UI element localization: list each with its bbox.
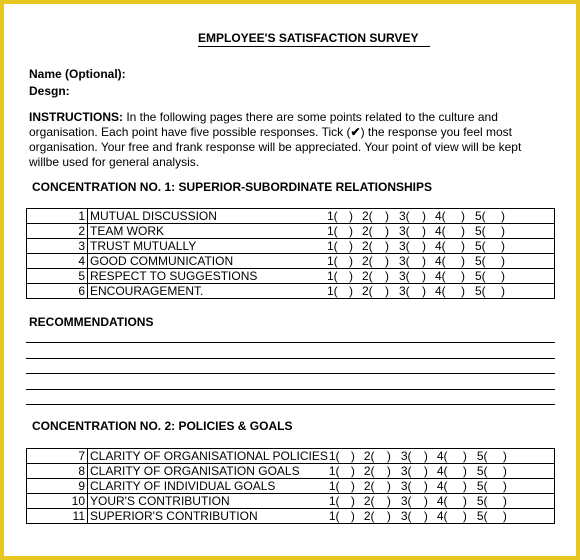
- response-option-5[interactable]: 5(: [476, 464, 488, 478]
- designation-field-label: Desgn:: [29, 84, 70, 98]
- response-option-2[interactable]: 2(: [362, 209, 373, 223]
- item-label: CLARITY OF ORGANISATION GOALS: [88, 464, 328, 479]
- response-option-close: ): [501, 209, 505, 223]
- response-option-close: ): [349, 269, 353, 283]
- item-number: 10: [27, 494, 88, 509]
- response-option-close: ): [349, 224, 353, 238]
- item-number: 11: [27, 509, 88, 524]
- response-option-5[interactable]: 5(: [475, 209, 486, 223]
- response-option-close: ): [349, 209, 353, 223]
- response-option-2[interactable]: 2(: [362, 239, 373, 253]
- response-option-close: ): [461, 284, 465, 298]
- response-option-2[interactable]: 2(: [363, 464, 375, 478]
- response-option-close: ): [386, 479, 391, 493]
- item-label: TRUST MUTUALLY: [88, 239, 327, 254]
- instructions-line2-pre: organisation. Each point have five possible responses. Tick (: [29, 125, 351, 139]
- survey-row: [27, 239, 555, 254]
- survey-row: [27, 449, 555, 464]
- item-number: 8: [27, 464, 88, 479]
- response-option-close: ): [462, 494, 467, 508]
- instructions-line3: organisation. Your free and frank response will be appreciated. Your point of view will be kept: [29, 140, 522, 154]
- response-option-4[interactable]: 4(: [436, 449, 448, 463]
- response-option-3[interactable]: 3(: [399, 224, 410, 238]
- response-option-1[interactable]: 1(: [327, 254, 338, 268]
- response-option-close: ): [462, 479, 467, 493]
- item-label: YOUR'S CONTRIBUTION: [88, 494, 328, 509]
- response-option-2[interactable]: 2(: [363, 449, 375, 463]
- response-option-4[interactable]: 4(: [436, 479, 448, 493]
- survey-row: [27, 209, 555, 224]
- response-option-close: ): [422, 284, 426, 298]
- instructions-block: [29, 110, 551, 170]
- response-option-close: ): [422, 254, 426, 268]
- item-number: 4: [27, 254, 88, 269]
- response-option-1[interactable]: 1(: [327, 224, 338, 238]
- item-label: CLARITY OF INDIVIDUAL GOALS: [88, 479, 328, 494]
- item-number: 6: [27, 284, 88, 299]
- response-option-5[interactable]: 5(: [475, 269, 486, 283]
- response-options: [328, 464, 555, 479]
- response-option-5[interactable]: 5(: [475, 224, 486, 238]
- response-option-close: ): [501, 224, 505, 238]
- response-option-close: ): [350, 479, 355, 493]
- response-option-2[interactable]: 2(: [362, 269, 373, 283]
- response-option-2[interactable]: 2(: [362, 254, 373, 268]
- section2-table: [26, 448, 555, 524]
- response-option-close: ): [462, 464, 467, 478]
- survey-row: [27, 509, 555, 524]
- item-number: 3: [27, 239, 88, 254]
- response-option-3[interactable]: 3(: [399, 209, 410, 223]
- response-option-3[interactable]: 3(: [400, 494, 412, 508]
- survey-row: [27, 284, 555, 299]
- response-option-5[interactable]: 5(: [476, 509, 488, 523]
- response-option-1[interactable]: 1(: [328, 464, 340, 478]
- survey-row: [27, 254, 555, 269]
- response-option-4[interactable]: 4(: [435, 269, 446, 283]
- response-option-4[interactable]: 4(: [435, 284, 446, 298]
- response-option-close: ): [349, 239, 353, 253]
- item-label: MUTUAL DISCUSSION: [88, 209, 327, 224]
- response-option-close: ): [385, 284, 389, 298]
- item-label: SUPERIOR'S CONTRIBUTION: [88, 509, 328, 524]
- response-option-close: ): [385, 254, 389, 268]
- response-option-4[interactable]: 4(: [435, 224, 446, 238]
- response-option-close: ): [386, 494, 391, 508]
- response-option-5[interactable]: 5(: [476, 449, 488, 463]
- response-option-close: ): [501, 239, 505, 253]
- survey-row: [27, 464, 555, 479]
- response-option-4[interactable]: 4(: [436, 494, 448, 508]
- response-option-3[interactable]: 3(: [400, 449, 412, 463]
- response-options: [326, 284, 555, 299]
- response-option-close: ): [385, 269, 389, 283]
- response-options: [326, 224, 555, 239]
- response-options: [326, 254, 555, 269]
- response-option-close: ): [501, 254, 505, 268]
- recommendations-heading: RECOMMENDATIONS: [29, 315, 154, 329]
- instructions-line4: willbe used for general analysis.: [29, 155, 200, 169]
- response-option-close: ): [502, 509, 507, 523]
- response-options: [326, 209, 555, 224]
- item-label: RESPECT TO SUGGESTIONS: [88, 269, 327, 284]
- response-option-1[interactable]: 1(: [328, 494, 340, 508]
- response-option-close: ): [350, 509, 355, 523]
- response-option-close: ): [386, 449, 391, 463]
- recommendation-line[interactable]: [26, 358, 555, 359]
- item-label: ENCOURAGEMENT.: [88, 284, 327, 299]
- response-option-1[interactable]: 1(: [327, 209, 338, 223]
- response-options: [326, 269, 555, 284]
- survey-row: [27, 479, 555, 494]
- response-option-close: ): [502, 464, 507, 478]
- response-option-close: ): [349, 254, 353, 268]
- section2-heading: CONCENTRATION NO. 2: POLICIES & GOALS: [32, 419, 293, 433]
- response-option-close: ): [502, 494, 507, 508]
- name-field-label: Name (Optional):: [29, 67, 126, 81]
- response-option-1[interactable]: 1(: [327, 269, 338, 283]
- response-option-close: ): [386, 509, 391, 523]
- response-option-1[interactable]: 1(: [327, 284, 338, 298]
- response-options: [326, 239, 555, 254]
- response-option-close: ): [422, 239, 426, 253]
- response-option-2[interactable]: 2(: [363, 494, 375, 508]
- response-option-3[interactable]: 3(: [400, 464, 412, 478]
- item-number: 5: [27, 269, 88, 284]
- instructions-lead: INSTRUCTIONS:: [29, 110, 123, 124]
- response-option-4[interactable]: 4(: [435, 239, 446, 253]
- response-options: [328, 494, 555, 509]
- response-option-5[interactable]: 5(: [475, 254, 486, 268]
- response-option-close: ): [385, 209, 389, 223]
- response-option-close: ): [422, 269, 426, 283]
- page-title: EMPLOYEE'S SATISFACTION SURVEY: [198, 31, 430, 47]
- section1-table: [26, 208, 555, 299]
- response-option-close: ): [385, 224, 389, 238]
- response-option-2[interactable]: 2(: [362, 224, 373, 238]
- section1-heading: CONCENTRATION NO. 1: SUPERIOR-SUBORDINATE RELATIONSHIPS: [32, 180, 433, 194]
- item-number: 9: [27, 479, 88, 494]
- response-option-4[interactable]: 4(: [435, 254, 446, 268]
- response-option-close: ): [423, 509, 428, 523]
- response-option-3[interactable]: 3(: [399, 284, 410, 298]
- recommendation-line[interactable]: [26, 373, 555, 374]
- response-option-close: ): [461, 239, 465, 253]
- recommendation-line[interactable]: [26, 342, 555, 343]
- item-label: CLARITY OF ORGANISATIONAL POLICIES: [88, 449, 328, 464]
- response-option-4[interactable]: 4(: [435, 209, 446, 223]
- response-option-3[interactable]: 3(: [400, 479, 412, 493]
- response-option-4[interactable]: 4(: [436, 509, 448, 523]
- tick-mark-icon: ✔: [350, 125, 361, 139]
- response-option-close: ): [461, 269, 465, 283]
- response-option-3[interactable]: 3(: [399, 269, 410, 283]
- response-options: [328, 509, 555, 524]
- response-option-close: ): [501, 284, 505, 298]
- response-option-close: ): [349, 284, 353, 298]
- response-option-close: ): [423, 449, 428, 463]
- response-option-2[interactable]: 2(: [363, 509, 375, 523]
- response-option-close: ): [350, 494, 355, 508]
- survey-row: [27, 269, 555, 284]
- response-option-1[interactable]: 1(: [328, 509, 340, 523]
- survey-row: [27, 494, 555, 509]
- item-label: GOOD COMMUNICATION: [88, 254, 327, 269]
- response-option-close: ): [423, 494, 428, 508]
- response-option-2[interactable]: 2(: [363, 479, 375, 493]
- response-option-close: ): [501, 269, 505, 283]
- response-option-1[interactable]: 1(: [327, 239, 338, 253]
- response-option-close: ): [462, 449, 467, 463]
- survey-row: [27, 224, 555, 239]
- item-number: 2: [27, 224, 88, 239]
- response-option-close: ): [461, 224, 465, 238]
- response-option-close: ): [461, 209, 465, 223]
- response-option-3[interactable]: 3(: [399, 239, 410, 253]
- item-label: TEAM WORK: [88, 224, 327, 239]
- response-option-2[interactable]: 2(: [362, 284, 373, 298]
- response-option-close: ): [350, 449, 355, 463]
- response-option-4[interactable]: 4(: [436, 464, 448, 478]
- response-options: [328, 449, 555, 464]
- response-option-5[interactable]: 5(: [475, 284, 486, 298]
- recommendation-line[interactable]: [26, 389, 555, 390]
- survey-page: [4, 4, 576, 556]
- response-option-close: ): [502, 479, 507, 493]
- response-option-5[interactable]: 5(: [475, 239, 486, 253]
- response-option-5[interactable]: 5(: [476, 494, 488, 508]
- response-option-close: ): [385, 239, 389, 253]
- response-option-1[interactable]: 1(: [328, 479, 340, 493]
- response-option-1[interactable]: 1(: [328, 449, 340, 463]
- instructions-line2-post: ) the response you feel most: [360, 125, 512, 139]
- response-option-close: ): [423, 464, 428, 478]
- response-option-close: ): [422, 209, 426, 223]
- response-option-close: ): [350, 464, 355, 478]
- response-option-close: ): [386, 464, 391, 478]
- response-options: [328, 479, 555, 494]
- item-number: 7: [27, 449, 88, 464]
- response-option-5[interactable]: 5(: [476, 479, 488, 493]
- instructions-line1: In the following pages there are some points related to the culture and: [123, 110, 498, 124]
- response-option-close: ): [461, 254, 465, 268]
- response-option-close: ): [462, 509, 467, 523]
- item-number: 1: [27, 209, 88, 224]
- response-option-close: ): [422, 224, 426, 238]
- response-option-close: ): [502, 449, 507, 463]
- recommendation-line[interactable]: [26, 404, 555, 405]
- response-option-3[interactable]: 3(: [400, 509, 412, 523]
- response-option-3[interactable]: 3(: [399, 254, 410, 268]
- response-option-close: ): [423, 479, 428, 493]
